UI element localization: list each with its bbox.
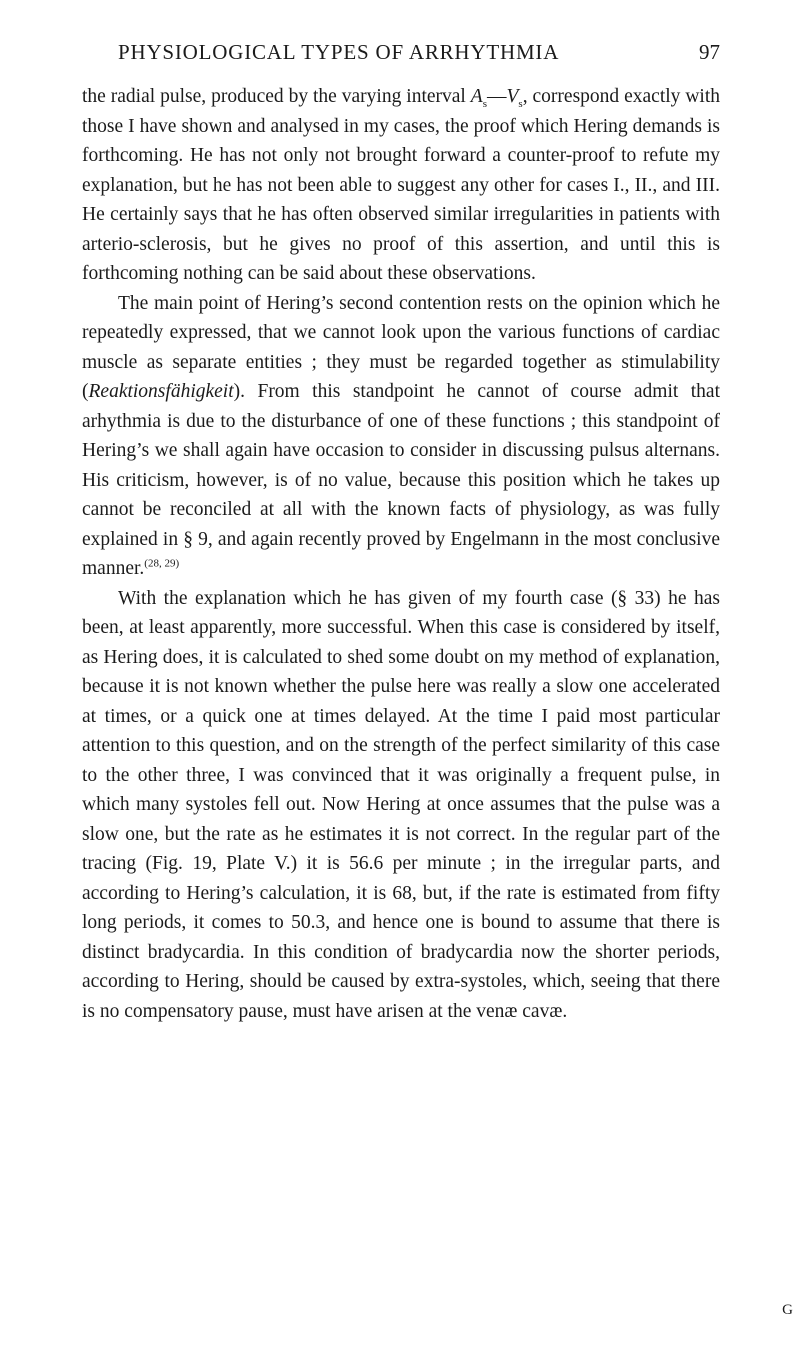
text-segment: , correspond exactly with those I have shown and analysed in my cases, the proof which Hering demands is forthcoming. He has not only not brought forward a counter-proof to refute my explanation, but he has not been able to suggest any other for cases I., II., and III. He certainly says that he has often observed similar irregularities in patients with arterio-sclerosis, but he gives no proof of this assertion, and until this is forthcoming nothing can be said about these observations.	[82, 86, 721, 284]
subscript: s	[518, 97, 523, 110]
text-segment: ). From this standpoint he cannot of course admit that arhythmia is due to the disturbance of one of these functions ; this standpoint of Hering’s we shall again have occasion to consider in discussing pulsus alternans. His criticism, however, is of no value, because this position which he takes up cannot be reconciled at all with the known facts of physiology, as was fully explained in § 9, and again recently proved by Engelmann in the most conclusive manner.	[82, 381, 720, 579]
citation-ref: (28, 29)	[144, 557, 180, 570]
italic-text: Reaktionsfähigkeit	[88, 381, 234, 402]
italic-text: A	[470, 86, 483, 107]
running-header	[82, 40, 720, 70]
paragraph	[82, 584, 720, 1027]
body-text	[82, 82, 720, 1026]
text-segment: the radial pulse, produced by the varying interval	[82, 86, 471, 107]
text-segment: With the explanation which he has given of my fourth case (§ 33) he has been, at least apparently, more successful. When this case is considered by itself, as Hering does, it is calculated to shed some doubt on my method of explanation, because it is not known whether the pulse here was really a slow one accelerated at times, or a quick one at times delayed. At the time I paid most particular attention to this question, and on the strength of the perfect similarity of this case to the other three, I was convinced that it was originally a frequent pulse, in which many systoles fell out. Now Hering at once assumes that the pulse was a slow one, but the rate as he estimates it is not correct. In the regular part of the tracing (Fig. 19, Plate V.) it is 56.6 per minute ; in the irregular parts, and according to Hering’s calculation, it is 68, but, if the rate is estimated from fifty long periods, it comes to 50.3, and hence one is bound to assume that there is distinct bradycardia. In this condition of bradycardia now the shorter periods, according to Hering, should be caused by extra-systoles, which, seeing that there is no compensatory pause, must have arisen at the venæ cavæ.	[82, 587, 720, 1022]
italic-text: V	[506, 86, 519, 107]
page-number: 97	[699, 40, 720, 64]
paragraph	[82, 82, 720, 289]
document-page	[82, 40, 720, 1026]
signature-mark: G	[782, 1302, 794, 1318]
paragraph	[82, 289, 720, 584]
running-title: PHYSIOLOGICAL TYPES OF ARRHYTHMIA	[118, 40, 560, 64]
text-segment: —	[487, 86, 507, 107]
subscript: s	[482, 97, 487, 110]
text-segment: The main point of Hering’s second contention rests on the opinion which he repeatedly expressed, that we cannot look upon the various functions of cardiac muscle as separate entities ; they must be regarded together as stimulability (	[82, 292, 720, 402]
